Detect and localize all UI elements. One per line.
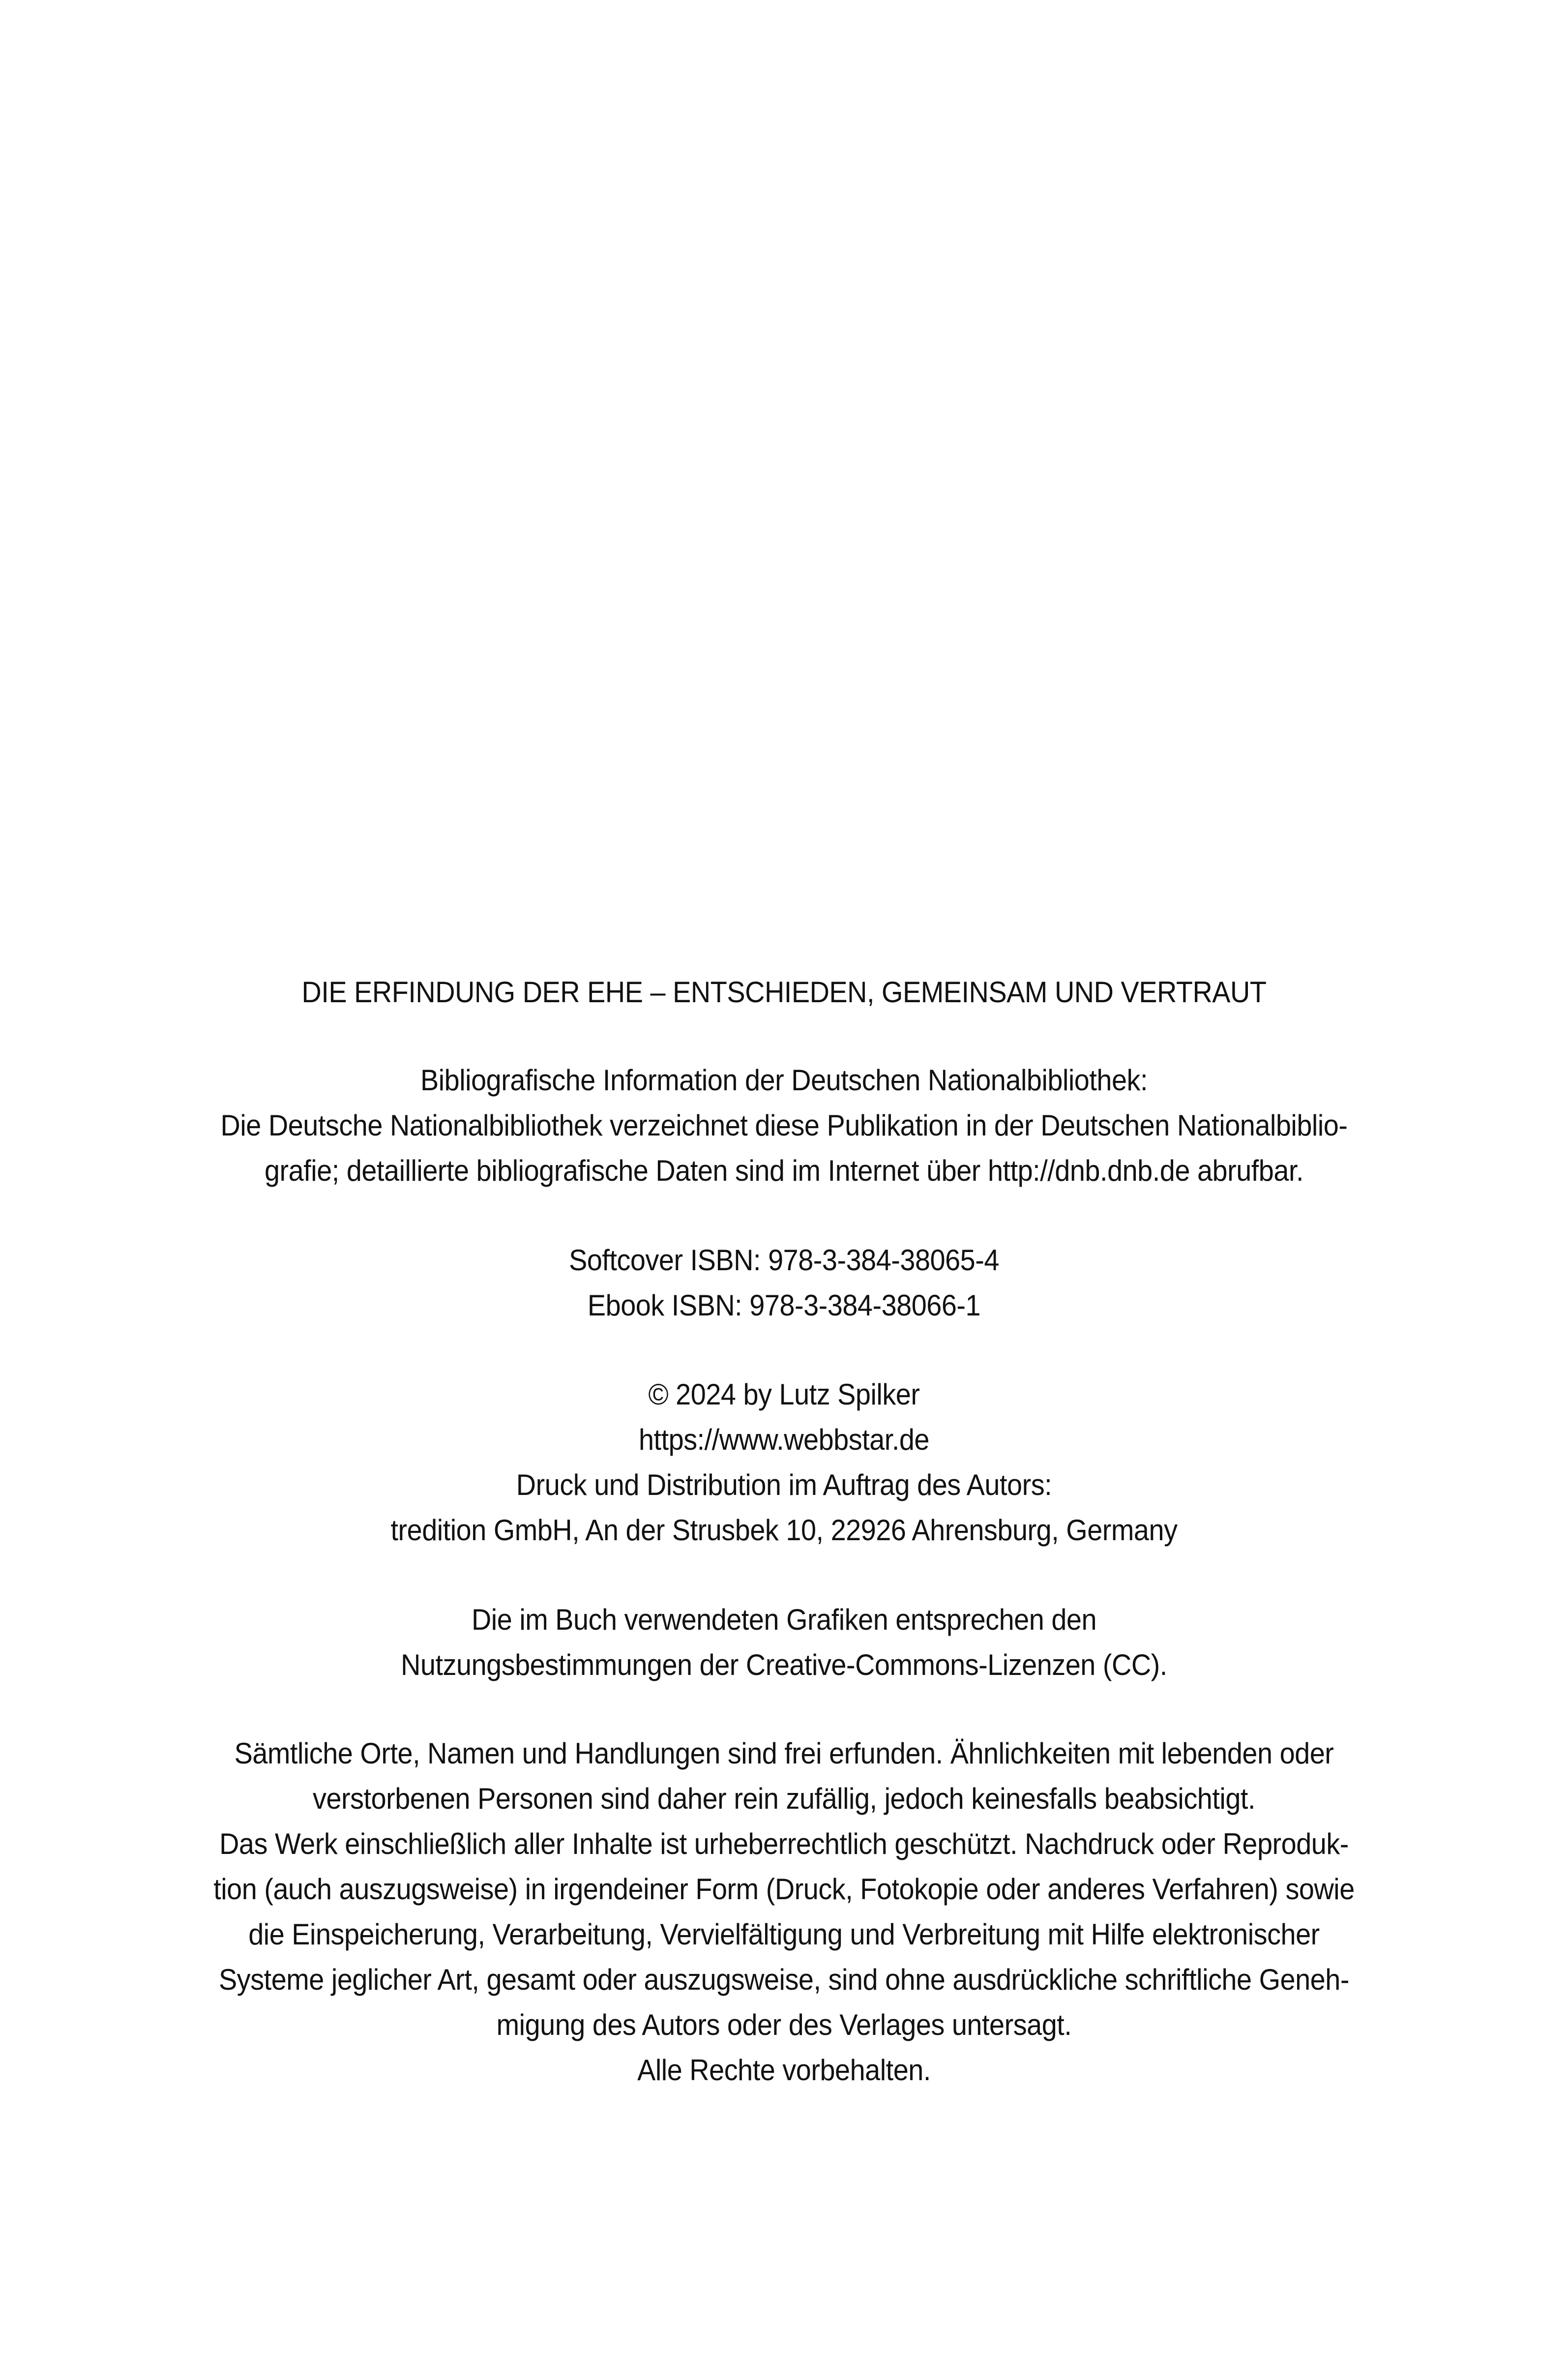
legal-notice: [55, 1731, 1513, 2093]
publisher-info: [55, 1372, 1513, 1553]
bibliographic-line: grafie; detaillierte bibliografische Daten sind im Internet über http://dnb.dnb.de abrufbar.: [264, 1154, 1304, 1187]
distribution-line: Druck und Distribution im Auftrag des Autors:: [516, 1468, 1052, 1501]
website-line: https://www.webbstar.de: [638, 1423, 930, 1456]
imprint-page: [55, 970, 1513, 2093]
isbn-info: [55, 1238, 1513, 1328]
spacer: [55, 1688, 1513, 1731]
spacer: [55, 1015, 1513, 1058]
isbn-ebook: Ebook ISBN: 978-3-384-38066-1: [587, 1289, 981, 1322]
legal-line: tion (auch auszugsweise) in irgendeiner Form (Druck, Fotokopie oder anderes Verfahren) sowie: [213, 1873, 1355, 1906]
legal-line: Systeme jeglicher Art, gesamt oder auszugsweise, sind ohne ausdrückliche schriftliche Geneh-: [219, 1963, 1349, 1996]
spacer: [55, 1328, 1513, 1372]
legal-line: migung des Autors oder des Verlages untersagt.: [496, 2008, 1072, 2041]
legal-line: die Einspeicherung, Verarbeitung, Vervielfältigung und Verbreitung mit Hilfe elektronischer: [248, 1918, 1320, 1951]
publisher-address: tredition GmbH, An der Strusbek 10, 22926 Ahrensburg, Germany: [390, 1514, 1178, 1547]
bibliographic-line: Die Deutsche Nationalbibliothek verzeichnet diese Publikation in der Deutschen Nationalbiblio-: [220, 1109, 1348, 1142]
bibliographic-info: [55, 1058, 1513, 1194]
legal-line: verstorbenen Personen sind daher rein zufällig, jedoch keinesfalls beabsichtigt.: [313, 1782, 1255, 1815]
spacer: [55, 1553, 1513, 1597]
book-title: DIE ERFINDUNG DER EHE – ENTSCHIEDEN, GEMEINSAM UND VERTRAUT: [301, 976, 1267, 1009]
graphics-line: Nutzungsbestimmungen der Creative-Commons-Lizenzen (CC).: [401, 1648, 1167, 1681]
rights-reserved: Alle Rechte vorbehalten.: [637, 2054, 931, 2087]
bibliographic-line: Bibliografische Information der Deutschen Nationalbibliothek:: [420, 1064, 1148, 1097]
legal-line: Das Werk einschließlich aller Inhalte ist urheberrechtlich geschützt. Nachdruck oder Reproduk-: [219, 1827, 1349, 1860]
spacer: [55, 1194, 1513, 1238]
graphics-license: [55, 1597, 1513, 1688]
copyright-line: © 2024 by Lutz Spilker: [648, 1378, 920, 1411]
graphics-line: Die im Buch verwendeten Grafiken entsprechen den: [471, 1603, 1097, 1636]
isbn-softcover: Softcover ISBN: 978-3-384-38065-4: [569, 1244, 999, 1277]
legal-line: Sämtliche Orte, Namen und Handlungen sind frei erfunden. Ähnlichkeiten mit lebenden oder: [234, 1737, 1334, 1770]
